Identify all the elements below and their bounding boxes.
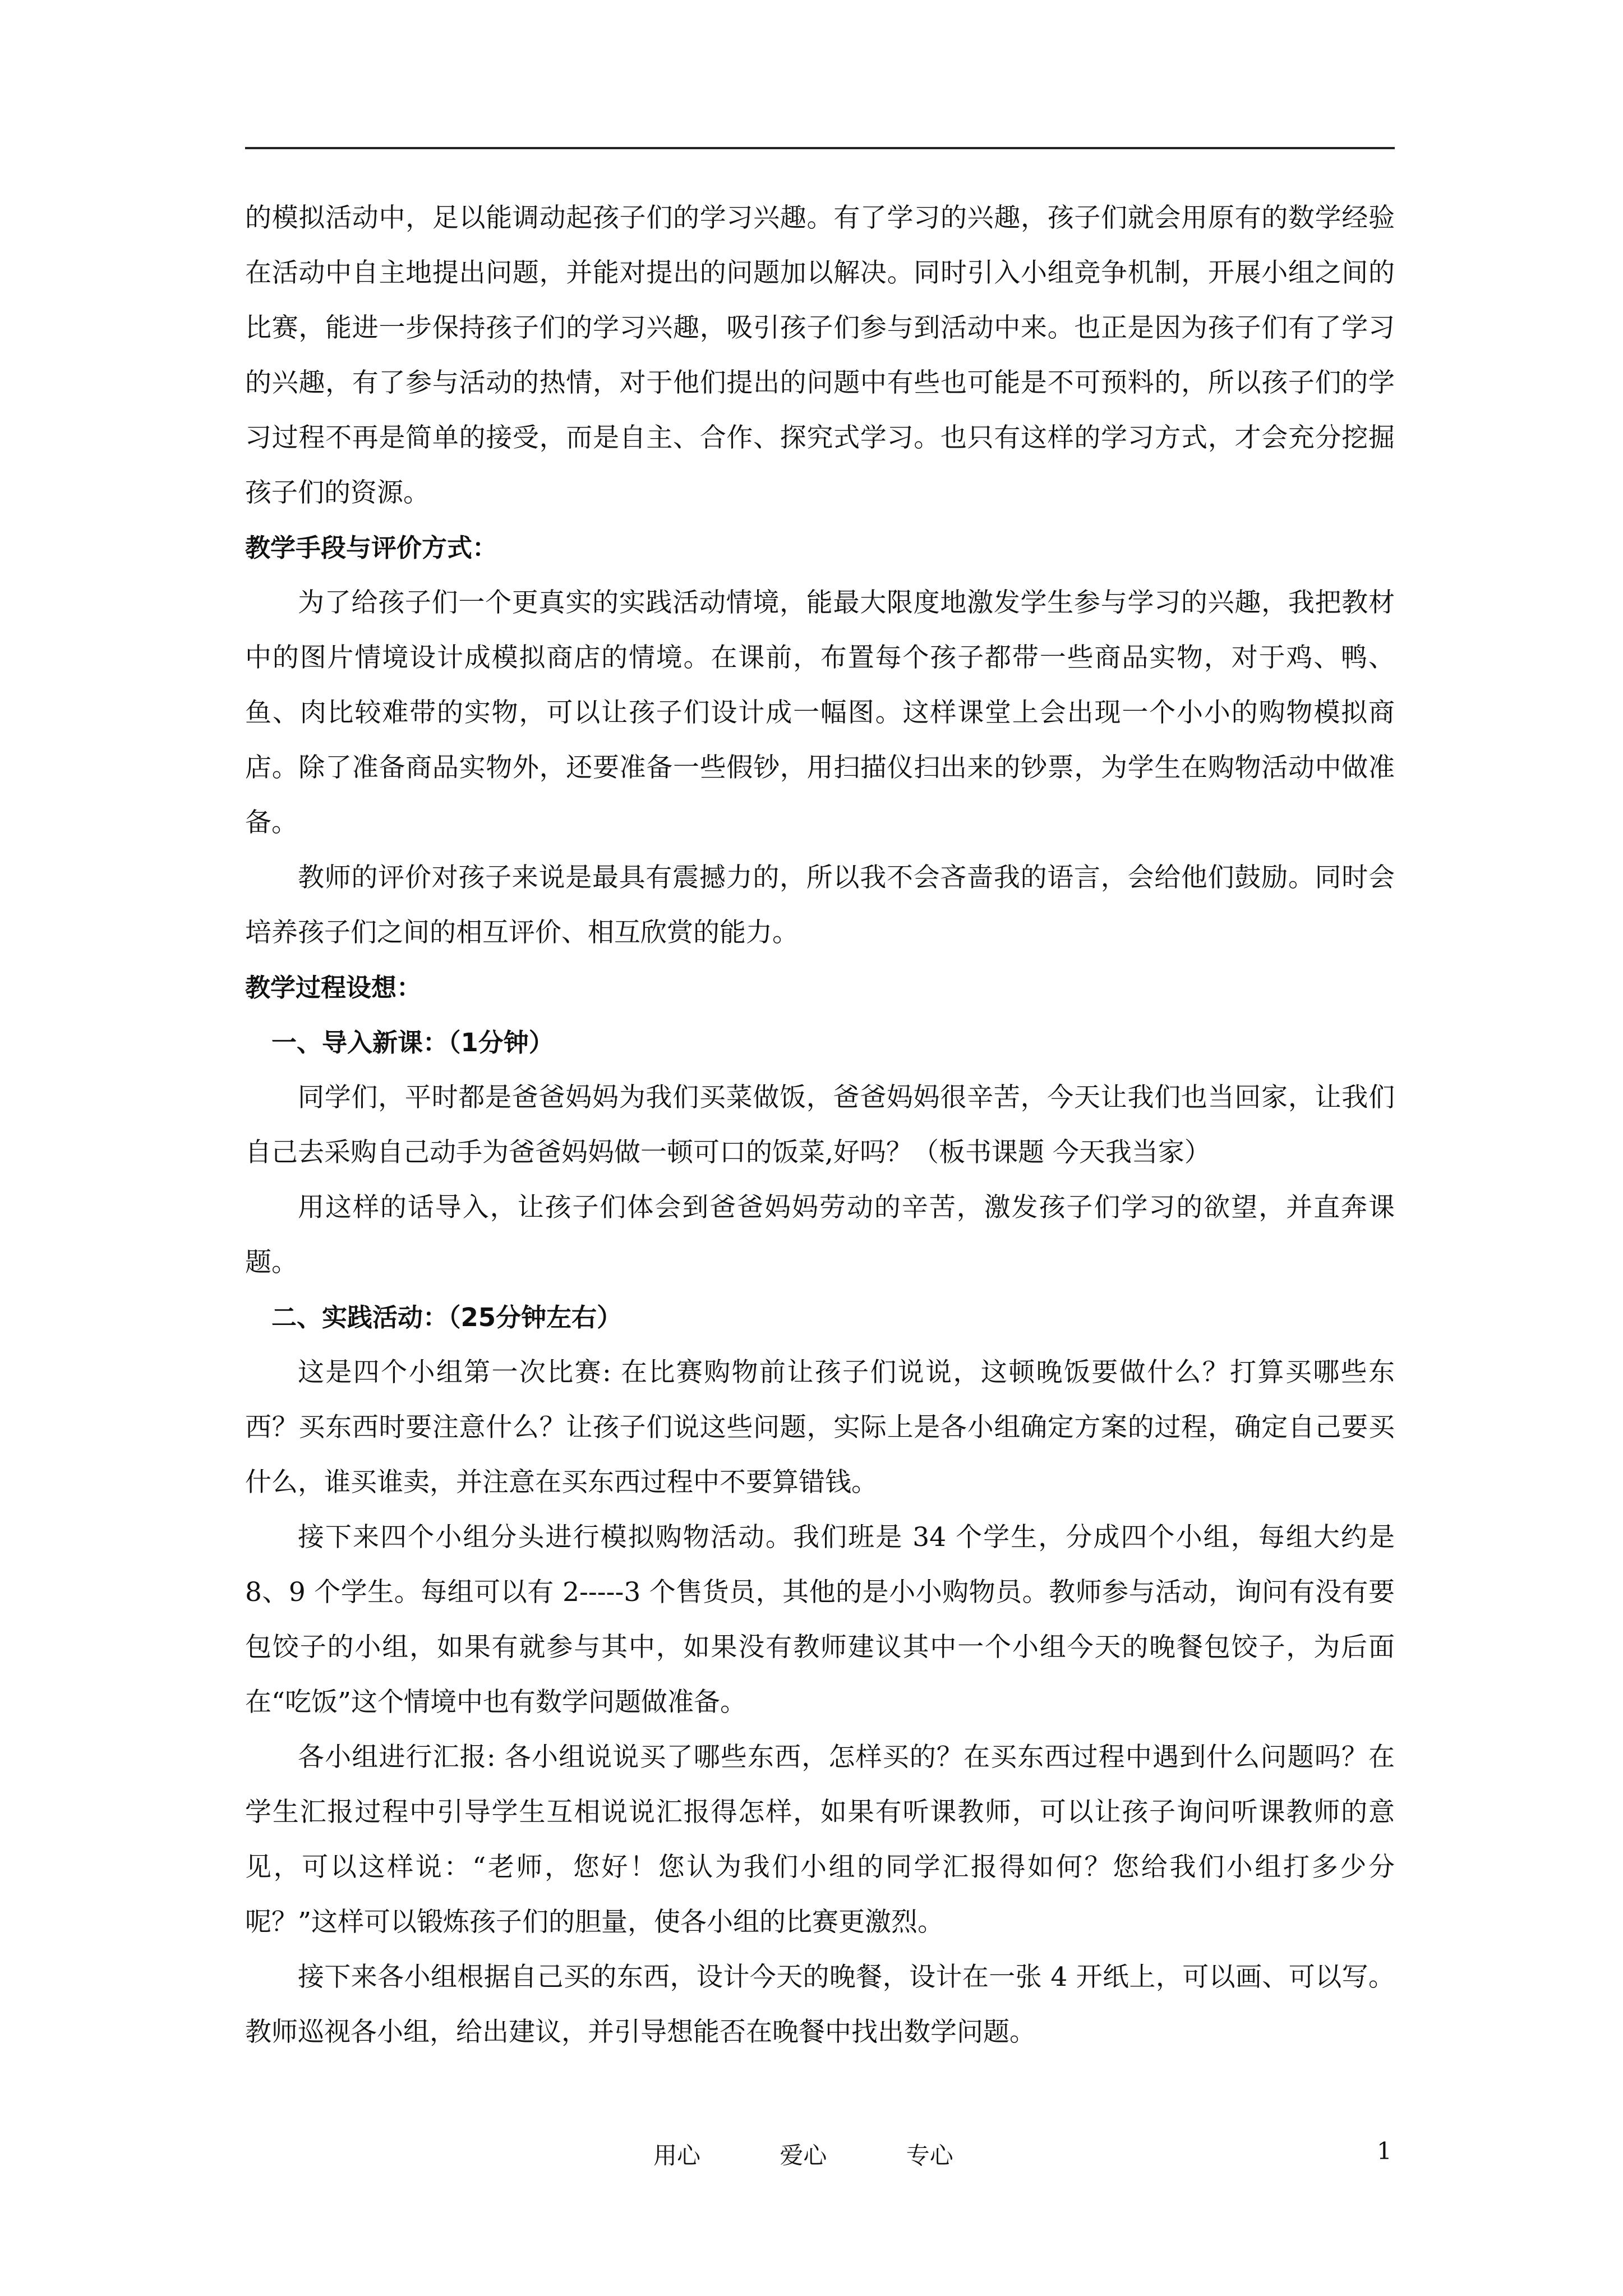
paragraph-9: 接下来各小组根据自己买的东西，设计今天的晚餐，设计在一张 4 开纸上，可以画、可以写。教师巡视各小组，给出建议，并引导想能否在晚餐中找出数学问题。 bbox=[245, 1962, 1395, 2047]
paragraph-3: 教师的评价对孩子来说是最具有震撼力的，所以我不会吝啬我的语言，会给他们鼓励。同时会培养孩子们之间的相互评价、相互欣赏的能力。 bbox=[245, 862, 1395, 948]
section-heading-process: 教学过程设想： bbox=[245, 973, 422, 1002]
subheading-practice: 二、实践活动：（25分钟左右） bbox=[271, 1303, 623, 1332]
footer-motto-item: 专心 bbox=[906, 2142, 953, 2169]
footer-motto-item: 爱心 bbox=[780, 2142, 827, 2169]
page-number: 1 bbox=[1377, 2137, 1392, 2165]
paragraph-6: 这是四个小组第一次比赛: 在比赛购物前让孩子们说说，这顿晚饭要做什么？打算买哪些东西？买东西时要注意什么？让孩子们说这些问题，实际上是各小组确定方案的过程，确定自己要买什么，谁买谁卖，并注意在买东西过程中不要算错钱。 bbox=[245, 1357, 1395, 1498]
page-footer bbox=[0, 2137, 1623, 2177]
section-heading-methods: 教学手段与评价方式： bbox=[245, 533, 498, 563]
paragraph-2: 为了给孩子们一个更真实的实践活动情境，能最大限度地激发学生参与学习的兴趣，我把教材中的图片情境设计成模拟商店的情境。在课前，布置每个孩子都带一些商品实物，对于鸡、鸭、鱼、肉比较难带的实物，可以让孩子们设计成一幅图。这样课堂上会出现一个小小的购物模拟商店。除了准备商品实物外，还要准备一些假钞，用扫描仪扫出来的钞票，为学生在购物活动中做准备。 bbox=[245, 587, 1395, 838]
footer-motto bbox=[653, 2137, 1025, 2171]
paragraph-8: 各小组进行汇报: 各小组说说买了哪些东西，怎样买的？在买东西过程中遇到什么问题吗？在学生汇报过程中引导学生互相说说汇报得怎样，如果有听课教师，可以让孩子询问听课教师的意见，可以这样说：“老师，您好！您认为我们小组的同学汇报得如何？您给我们小组打多少分呢？”这样可以锻炼孩子们的胆量，使各小组的比赛更激烈。 bbox=[245, 1742, 1395, 1938]
paragraph-7: 接下来四个小组分头进行模拟购物活动。我们班是 34 个学生，分成四个小组，每组大约是 8、9 个学生。每组可以有 2-----3 个售货员，其他的是小小购物员。教师参与活动，询问有没有要包饺子的小组，如果有就参与其中，如果没有教师建议其中一个小组今天的晚餐包饺子，为后面在“吃饭”这个情境中也有数学问题做准备。 bbox=[245, 1522, 1395, 1718]
document-body bbox=[245, 191, 1395, 2060]
paragraph-1: 的模拟活动中，足以能调动起孩子们的学习兴趣。有了学习的兴趣，孩子们就会用原有的数学经验在活动中自主地提出问题，并能对提出的问题加以解决。同时引入小组竞争机制，开展小组之间的比赛，能进一步保持孩子们的学习兴趣，吸引孩子们参与到活动中来。也正是因为孩子们有了学习的兴趣，有了参与活动的热情，对于他们提出的问题中有些也可能是不可预料的，所以孩子们的学习过程不再是简单的接受，而是自主、合作、探究式学习。也只有这样的学习方式，才会充分挖掘孩子们的资源。 bbox=[245, 203, 1395, 508]
paragraph-5: 用这样的话导入，让孩子们体会到爸爸妈妈劳动的辛苦，激发孩子们学习的欲望，并直奔课题。 bbox=[245, 1192, 1395, 1278]
footer-motto-item: 用心 bbox=[653, 2142, 701, 2169]
paragraph-4: 同学们，平时都是爸爸妈妈为我们买菜做饭，爸爸妈妈很辛苦，今天让我们也当回家，让我们自己去采购自己动手为爸爸妈妈做一顿可口的饭菜,好吗？（板书课题 今天我当家） bbox=[245, 1082, 1395, 1168]
subheading-intro: 一、导入新课：（1分钟） bbox=[271, 1028, 554, 1057]
header-rule bbox=[245, 147, 1395, 149]
